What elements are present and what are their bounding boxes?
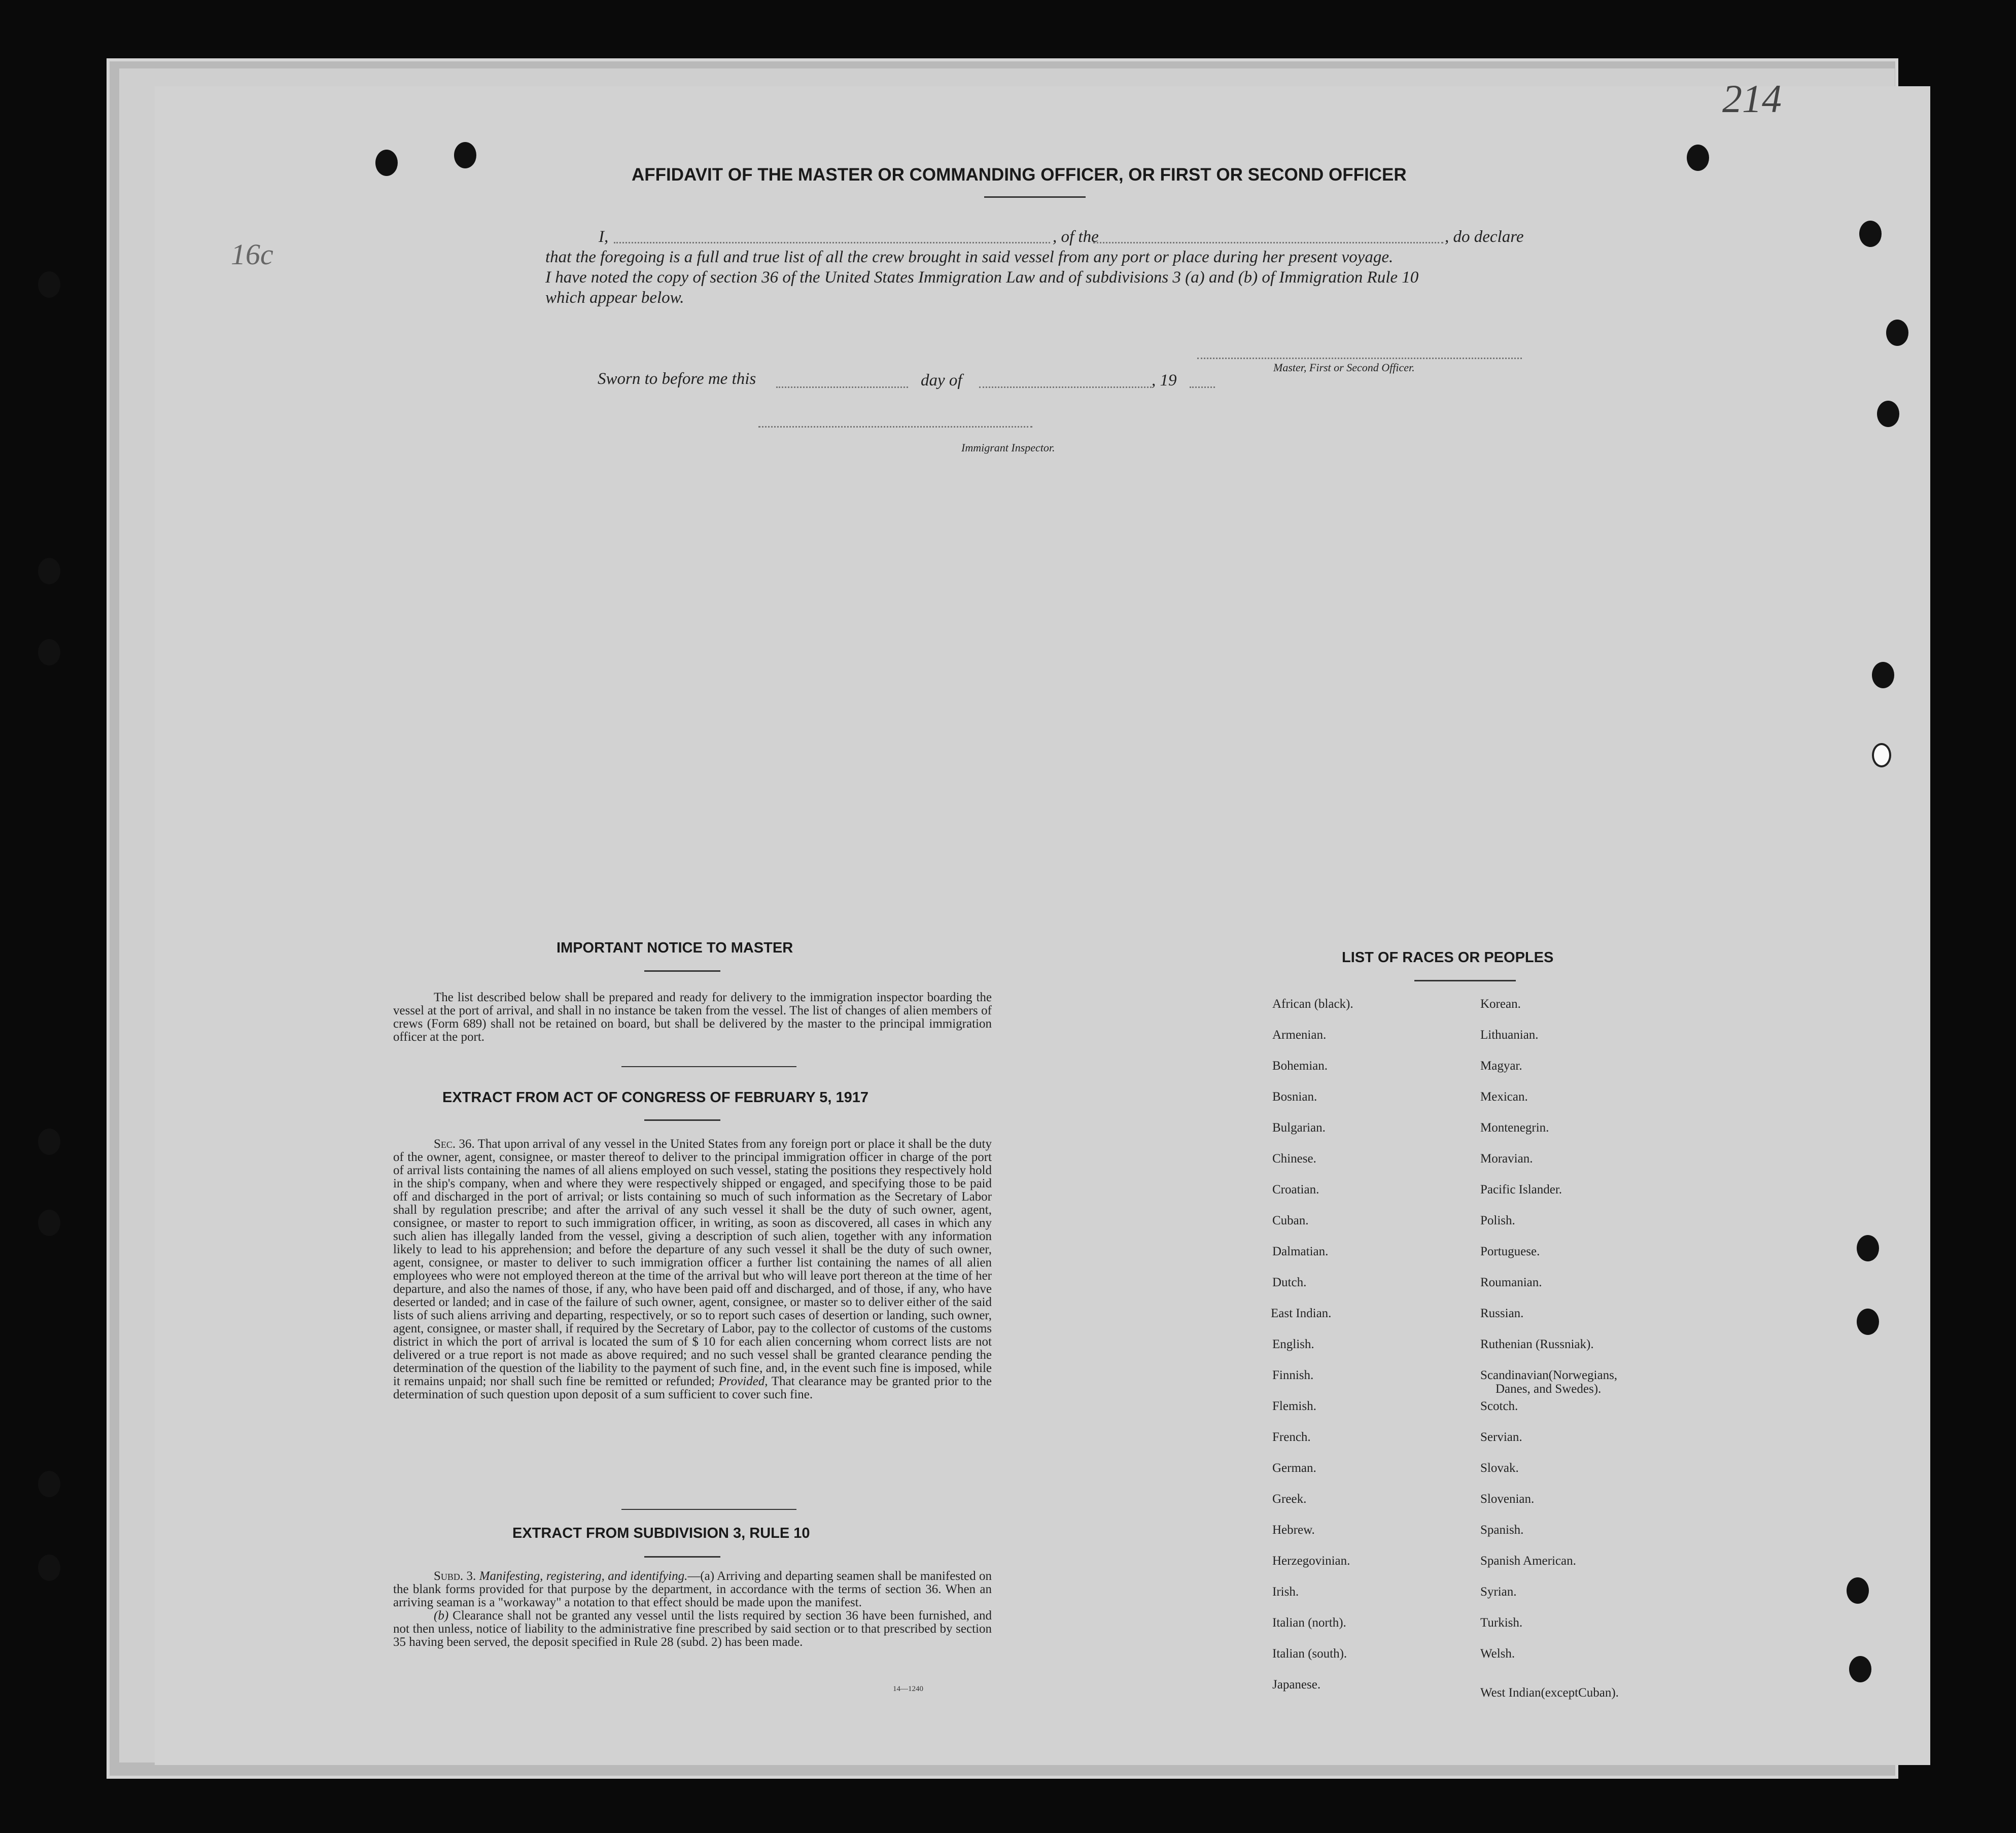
race-item: French. — [1272, 1430, 1311, 1444]
act-tail: That clearance may be granted prior to the determination of such question upon deposit of a sum sufficient to cover such fine. — [393, 1374, 992, 1401]
race-item: Dalmatian. — [1272, 1245, 1329, 1258]
race-item: Korean. — [1480, 997, 1521, 1011]
punch-hole-icon — [1857, 1235, 1879, 1261]
race-item: Roumanian. — [1480, 1276, 1542, 1289]
rule-paragraph — [393, 1570, 992, 1649]
punch-hole-icon — [1847, 1577, 1869, 1604]
race-item: Scotch. — [1480, 1399, 1518, 1413]
punch-hole-icon — [454, 142, 476, 168]
punch-hole-icon — [1687, 145, 1709, 171]
race-item: Ruthenian (Russniak). — [1480, 1337, 1594, 1351]
race-item: Servian. — [1480, 1430, 1522, 1444]
race-item: Flemish. — [1272, 1399, 1316, 1413]
race-item: Bosnian. — [1272, 1090, 1317, 1104]
affidavit-line-2: that the foregoing is a full and true list of all the crew brought in said vessel from any port or place during her present voyage. — [545, 248, 1394, 266]
affidavit-do-declare: , do declare — [1445, 228, 1524, 246]
inspector-label: Immigrant Inspector. — [961, 441, 1055, 454]
race-item: East Indian. — [1271, 1307, 1332, 1320]
page-number: 214 — [1722, 77, 1782, 121]
race-item: Armenian. — [1272, 1028, 1327, 1042]
year-text: , 19 — [1152, 371, 1177, 390]
divider — [644, 1119, 720, 1121]
punch-hole-icon — [375, 150, 398, 176]
race-item: Cuban. — [1272, 1214, 1309, 1227]
divider — [644, 1556, 720, 1558]
race-item: African (black). — [1272, 997, 1353, 1011]
rule-b-label: (b) — [434, 1609, 449, 1623]
notice-paragraph — [393, 991, 992, 1044]
punch-hole-icon — [38, 1555, 60, 1581]
punch-hole-icon — [38, 271, 60, 298]
day-blank-line — [776, 386, 908, 388]
rule-text-b: Clearance shall not be granted any vessel until the lists required by section 36 have been furnished, and not then unless, notice of liability to the administrative fine prescribed by said section or to that prescribed by section 35 having been served, the deposit specified in Rule 28 (subd. 2) has been made. — [393, 1609, 992, 1649]
affidavit-i: I, — [599, 228, 609, 246]
notice-text: The list described below shall be prepared and ready for delivery to the immigration inspector boarding the vessel at the port of arrival, and shall in no instance be taken from the vessel. The list of changes of alien members of crews (Form 689) shall not be retained on board, but shall be delivered by the master to the principal immigration officer at the port. — [393, 991, 992, 1044]
document-page — [155, 86, 1930, 1765]
race-item: Irish. — [1272, 1585, 1299, 1599]
signature-line — [1197, 358, 1522, 359]
race-item: Spanish. — [1480, 1523, 1524, 1537]
act-title: EXTRACT FROM ACT OF CONGRESS OF FEBRUARY 5, 1917 — [442, 1089, 869, 1106]
race-item: Montenegrin. — [1480, 1121, 1549, 1135]
vessel-blank-line — [1093, 242, 1443, 243]
race-item: Mexican. — [1480, 1090, 1528, 1104]
margin-scribble: 16c — [231, 238, 273, 271]
affidavit-title: AFFIDAVIT OF THE MASTER OR COMMANDING OFFICER, OR FIRST OR SECOND OFFICER — [632, 165, 1407, 185]
day-of-text: day of — [921, 371, 962, 390]
sworn-text: Sworn to before me this — [598, 370, 756, 388]
race-item: Lithuanian. — [1480, 1028, 1539, 1042]
punch-hole-icon — [1859, 221, 1882, 247]
races-title: LIST OF RACES OR PEOPLES — [1342, 949, 1554, 966]
punch-hole-icon — [38, 1471, 60, 1497]
race-item: Pacific Islander. — [1480, 1183, 1562, 1196]
divider — [621, 1509, 796, 1510]
punch-hole-icon — [1857, 1309, 1879, 1335]
name-blank-line — [614, 242, 1050, 243]
race-item: Greek. — [1272, 1492, 1307, 1506]
race-item: Dutch. — [1272, 1276, 1307, 1289]
race-item: Russian. — [1480, 1307, 1524, 1320]
month-blank-line — [979, 386, 1152, 388]
punch-hole-icon — [1886, 320, 1908, 346]
race-item: Magyar. — [1480, 1059, 1522, 1073]
race-item: Italian (south). — [1272, 1647, 1347, 1661]
race-item: Syrian. — [1480, 1585, 1517, 1599]
race-item: Moravian. — [1480, 1152, 1533, 1166]
race-item: Finnish. — [1272, 1368, 1314, 1382]
race-item: Scandinavian(Norwegians, — [1480, 1368, 1618, 1382]
race-item: Spanish American. — [1480, 1554, 1576, 1568]
punch-hole-icon — [1872, 662, 1894, 688]
affidavit-line-4: which appear below. — [545, 289, 684, 307]
punch-hole-icon — [1877, 401, 1899, 427]
affidavit-of-the: , of the — [1053, 228, 1099, 246]
inspector-signature-line — [758, 426, 1032, 428]
race-item: Chinese. — [1272, 1152, 1316, 1166]
rule-text-a: —(a) Arriving and departing seamen shall be manifested on the blank forms provided for that purpose by the department, in accordance with the terms of section 36. When an arriving seaman is a "workaway" a notation to that effect should be made upon the manifest. — [393, 1569, 992, 1609]
race-item: Slovenian. — [1480, 1492, 1535, 1506]
notice-title: IMPORTANT NOTICE TO MASTER — [557, 940, 793, 956]
race-item: Japanese. — [1272, 1678, 1321, 1691]
race-item: Slovak. — [1480, 1461, 1519, 1475]
race-item: West Indian(exceptCuban). — [1480, 1686, 1619, 1700]
act-text: That upon arrival of any vessel in the United States from any foreign port or place it shall be the duty of the owner, agent, consignee, or master thereof to deliver to the principal immigration officer in charge of the port of arrival lists containing the names of all aliens employed on such vessel, stating the positions they respectively hold in the ship's company, when and where they were respectively shipped or engaged, and specifying those to be paid off and discharged in the port of arrival; or lists containing so much of such information as the Secretary of Labor shall by regulation prescribe; and after the arrival of any such vessel it shall be the duty of such owner, agent, consignee, or master to report to such immigration officer, in writing, as soon as discovered, all cases in which any such alien has illegally landed from the vessel, giving a description of such alien, together with any information likely to lead to his apprehension; and before the departure of any such vessel it shall be the duty of such owner, agent, consignee, or master to deliver to such immigration officer a further list containing the names of all alien employees who were not employed thereon at the time of the arrival but who will leave port thereon at the time of her departure, and also the names of those, if any, who have been paid off and discharged, and of those, if any, who have deserted or landed; and in case of the failure of such owner, agent, consignee, or master so to deliver either of the said lists of such aliens arriving and departing, respectively, or so to report such cases of desertion or landing, such owner, agent, consignee, or master shall, if required by the Secretary of Labor, pay to the collector of customs of the customs district in which the port of arrival is located the sum of $ 10 for each alien concerning whom correct lists are not delivered or a true report is not made as above required; and no such vessel shall be granted clearance pending the determination of the question of the liability to the payment of such fine, and, in the event such fine is imposed, while it remains unpaid; nor shall such fine be remitted or refunded; — [393, 1137, 992, 1388]
rule-lead-italic: Manifesting, registering, and identifying. — [479, 1569, 688, 1583]
divider — [1414, 980, 1516, 981]
race-item: Welsh. — [1480, 1647, 1515, 1661]
divider — [984, 196, 1086, 198]
master-label: Master, First or Second Officer. — [1273, 361, 1415, 374]
year-blank-line — [1190, 386, 1215, 388]
affidavit-line-3: I have noted the copy of section 36 of the United States Immigration Law and of subdivisions 3 (a) and (b) of Immigration Rule 10 — [545, 268, 1419, 287]
race-item: Polish. — [1480, 1214, 1515, 1227]
race-item: Italian (north). — [1272, 1616, 1346, 1630]
race-item: English. — [1272, 1337, 1314, 1351]
act-paragraph — [393, 1138, 992, 1401]
divider — [621, 1066, 796, 1067]
act-lead: Sec. 36. — [434, 1137, 475, 1151]
divider — [644, 970, 720, 972]
punch-hole-icon — [1849, 1656, 1871, 1682]
race-item: Herzegovinian. — [1272, 1554, 1350, 1568]
rule-title: EXTRACT FROM SUBDIVISION 3, RULE 10 — [512, 1525, 810, 1541]
race-item: Croatian. — [1272, 1183, 1319, 1196]
race-item: Bohemian. — [1272, 1059, 1328, 1073]
race-item: Turkish. — [1480, 1616, 1523, 1630]
rule-lead: Subd. 3. — [434, 1569, 476, 1583]
race-item: Hebrew. — [1272, 1523, 1315, 1537]
punch-hole-icon — [38, 1129, 60, 1155]
race-item: Bulgarian. — [1272, 1121, 1326, 1135]
punch-hole-icon — [38, 558, 60, 584]
race-item: German. — [1272, 1461, 1316, 1475]
punch-hole-icon — [38, 639, 60, 665]
race-item: Portuguese. — [1480, 1245, 1540, 1258]
form-number: 14—1240 — [893, 1685, 923, 1693]
punch-hole-icon — [38, 1210, 60, 1236]
race-item: Danes, and Swedes). — [1496, 1382, 1602, 1396]
punch-hole-icon — [1872, 743, 1891, 767]
act-provided: Provided, — [718, 1374, 768, 1388]
